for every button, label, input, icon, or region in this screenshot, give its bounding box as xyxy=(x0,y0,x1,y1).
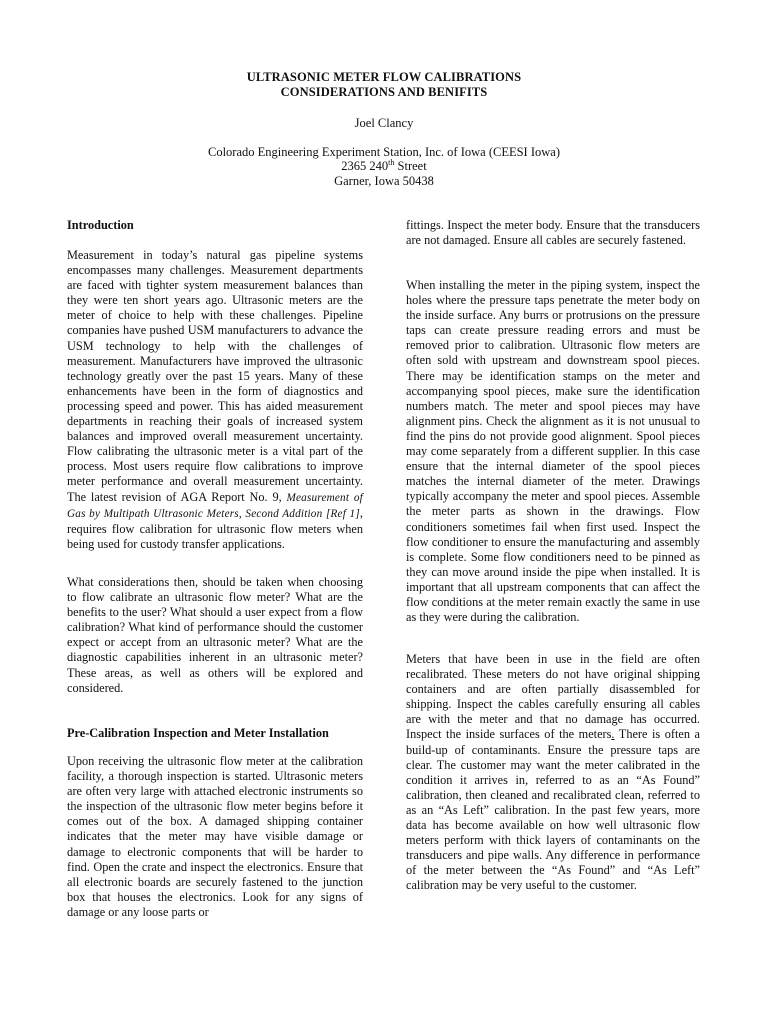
recalibration-paragraph xyxy=(406,652,700,894)
recalibration-paragraph-text-a: Meters that have been in use in the field are often recalibrated. These meters do not have original shipping containers and are often partially disassembled for shipping. Inspect the cables carefully ensuring all cables are with the meter and that no damage has occurred. Inspect the inside surfaces of the meters xyxy=(406,652,700,742)
meter-installation-paragraph: When installing the meter in the piping system, inspect the holes where the pressure taps penetrate the meter body on the inside surface. Any burrs or protrusions on the pressure taps can create pressure reading errors and must be removed prior to calibration. Ultrasonic flow meters are often sold with upstream and downstream spool pieces. There may be identification stamps on the meter and accompanying spool pieces, make sure the identification numbers match. The meter and spool pieces may have alignment pins. Check the alignment as it is not unusual to find the pins do not provide good alignment. Spool pieces may come separately from a different supplier. In this case ensure that the internal diameter of the spool pieces matches the internal diameter of the meter. Drawings typically accompany the meter and spool pieces. Assemble the meter parts as shown in the drawings. Flow conditioners sometimes fail when first used. Inspect the flow conditioner to ensure the manufacturing and assembly is complete. Some flow conditioners need to be pinned as they can move around inside the pipe when installed. It is important that all upstream components that can affect the flow conditions at the meter remain exactly the same in use as they were during the calibration. xyxy=(406,278,700,625)
section-heading-pre-calibration: Pre-Calibration Inspection and Meter Installation xyxy=(67,726,329,740)
document-title-line-1: ULTRASONIC METER FLOW CALIBRATIONS xyxy=(246,70,522,84)
recalibration-paragraph-text-b: There is often a build-up of contaminants. Ensure the pressure taps are clear. The customer may want the meter calibrated in the condition it arrives in, referred to as an “As Found” calibration, then cleaned and recalibrated clean, referred to as an “As Left” calibration. In the past few years, more data has become available on how well ultrasonic flow meters perform with thick layers of contaminants on the transducers and pipe walls. Any difference in performance of the meter between the “As Found” and “As Left” calibration may be very useful to the customer. xyxy=(406,727,700,893)
intro-paragraph-2: What considerations then, should be taken when choosing to flow calibrate an ultrasonic flow meter? What are the benefits to the user? What should a user expect from a flow calibration? What kind of performance should the customer expect or accept from an ultrasonic meter? What are the diagnostic capabilities inherent in an ultrasonic meter? These areas, as well as others will be explored and considered. xyxy=(67,575,363,695)
street-number-suffix: th xyxy=(388,157,395,167)
intro-paragraph-1-text-b: , requires flow calibration for ultrasonic flow meters when being used for custody transfer applications. xyxy=(67,505,363,551)
city-line: Garner, Iowa 50438 xyxy=(334,174,434,188)
underlined-period: . xyxy=(611,727,615,742)
author-name: Joel Clancy xyxy=(354,116,414,130)
section-heading-introduction: Introduction xyxy=(67,218,134,232)
street-address xyxy=(0,159,768,174)
street-number: 2365 240 xyxy=(341,159,389,173)
pre-calibration-paragraph-1: Upon receiving the ultrasonic flow meter at the calibration facility, a thorough inspection is started. Ultrasonic meters are often very large with attached electronic instruments so the inspection of the ultrasonic flow meter begins before it comes out of the box. A damaged shipping container indicates that the meter may have visible damage or damage to electronic components that will be harder to find. Open the crate and inspect the electronics. Ensure that all electronic boards are securely fastened to the junction box that houses the electronics. Look for any signs of damage or any loose parts or xyxy=(67,754,363,919)
intro-paragraph-1 xyxy=(67,248,363,552)
affiliation: Colorado Engineering Experiment Station, Inc. of Iowa (CEESI Iowa) xyxy=(208,145,560,159)
reference-title: Measurement of Gas by Multipath Ultrasonic Meters, Second Addition [Ref 1] xyxy=(67,491,363,520)
street-name: Street xyxy=(394,159,427,173)
intro-paragraph-1-text-a: Measurement in today’s natural gas pipeline systems encompasses many challenges. Measurement departments are faced with tighter system measurement balances than they were ten short years ago. Ultrasonic meters are the meter of choice to help with these challenges. Pipeline companies have pushed USM manufacturers to advance the USM technology to help with the challenges of measurement. Manufacturers have improved the ultrasonic technology greatly over the past 15 years. Many of these enhancements have been in the form of diagnostics and processing speed and power. This has aided measurement departments in reaching their goals of increased system balances and improved overall measurement uncertainty. Flow calibrating the ultrasonic meter is a vital part of the process. Most users require flow calibrations to improve meter performance and overall measurement uncertainty. The latest revision of AGA Report No. 9, xyxy=(67,248,363,504)
document-title-line-2: CONSIDERATIONS AND BENIFITS xyxy=(280,85,488,99)
right-paragraph-1: fittings. Inspect the meter body. Ensure that the transducers are not damaged. Ensure all cables are securely fastened. xyxy=(406,218,700,248)
